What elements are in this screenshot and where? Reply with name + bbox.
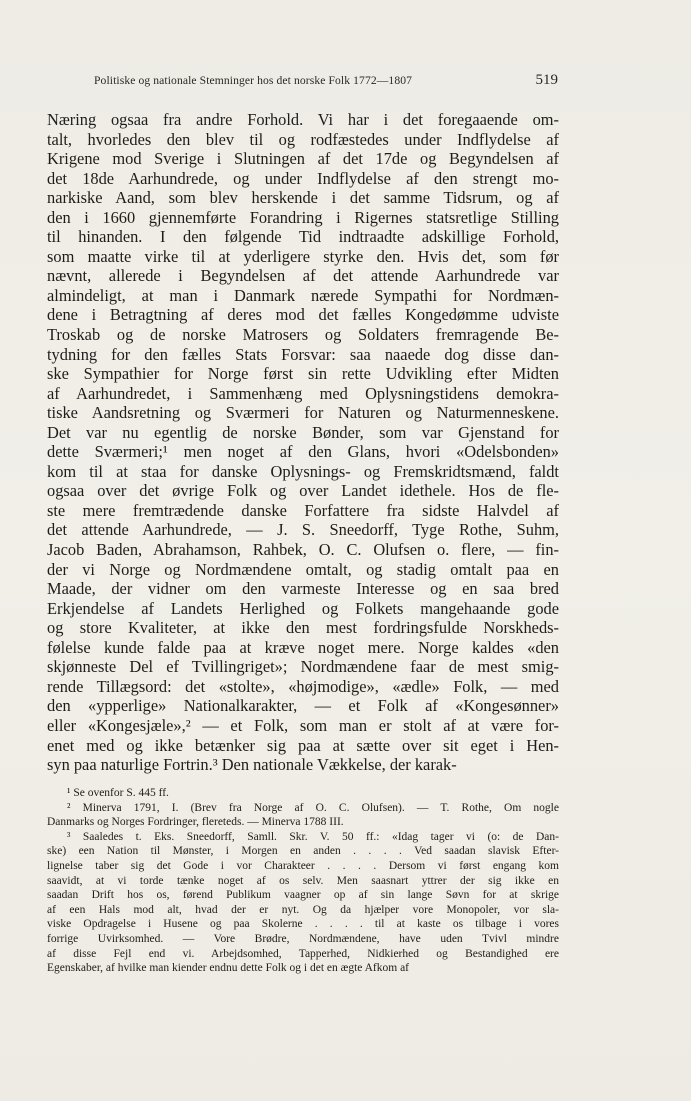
footnote-line: viske Opdragelse i Husene og paa Skolerne . . . . til at kaste os tilbage i vores: [47, 918, 559, 931]
body-line: syn paa naturlige Fortrin.³ Den nationale Vækkelse, der karak-: [47, 755, 457, 775]
footnote-line: af een Hals mod alt, hvad der er nyt. Og da hjælper vore Monopoler, vor sla-: [47, 903, 559, 916]
footnote-line: af disse Fejl end vi. Arbejdsomhed, Tapperhed, Nidkierhed og Bestandighed ere: [47, 947, 559, 960]
body-line: ste mere fremtrædende danske Forfattere fra sidste Halvdel af: [47, 500, 559, 520]
body-line: skjønneste Del ef Tvillingriget»; Nordmændene faar de mest smig-: [47, 657, 559, 677]
body-line: Næring ogsaa fra andre Forhold. Vi har i det foregaaende om-: [47, 110, 559, 129]
body-line: det attende Aarhundrede, — J. S. Sneedorff, Tyge Rothe, Suhm,: [47, 520, 559, 540]
body-line: eller «Kongesjæle»,² — et Folk, som man er stolt af at være for-: [47, 715, 559, 735]
body-line: Erkjendelse af Landets Herlighed og Folkets mangehaande gode: [47, 598, 559, 618]
body-line: som maatte virke til at yderligere styrke den. Hvis det, som før: [47, 246, 559, 266]
body-line: dene i Betragtning af deres mod det fælles Kongedømme udviste: [47, 305, 559, 325]
body-line: nævnt, allerede i Begyndelsen af det attende Aarhundrede var: [47, 266, 559, 286]
body-line: ogsaa over det øvrige Folk og over Landet idethele. Hos de fle-: [47, 481, 559, 501]
page-header: [94, 72, 558, 94]
body-line: Maade, der vidner om den varmeste Interesse og en saa bred: [47, 579, 559, 599]
footnote-line: Danmarks og Norges Fordringer, flereteds. — Minerva 1788 III.: [47, 816, 344, 829]
footnote-line: Egenskaber, af hvilke man kiender endnu dette Folk og i det en ægte Afkom af: [47, 962, 410, 975]
body-line: Jacob Baden, Abrahamson, Rahbek, O. C. Olufsen o. flere, — fin-: [47, 540, 559, 560]
body-line: dette Sværmeri;¹ men noget af den Glans, hvori «Odelsbonden»: [47, 442, 559, 462]
footnote-line: ske) een Nation til Mønster, i Morgen en anden . . . . Ved saadan slavisk Efter-: [47, 845, 559, 858]
body-line: Krigene mod Sverige i Slutningen af det 17de og Begyndelsen af: [47, 149, 559, 169]
body-line: af Aarhundredet, i Sammenhæng med Oplysningstidens demokra-: [47, 383, 559, 403]
footnote-line: forrige Uvirksomhed. — Vore Brødre, Nordmændene, have uden Tvivl mindre: [47, 932, 559, 945]
body-line: rende Tillægsord: det «stolte», «højmodige», «ædle» Folk, — med: [47, 676, 559, 696]
body-line: den i 1660 gjennemførte Forandring i Rigernes statsretlige Stilling: [47, 207, 559, 227]
body-line: Troskab og de norske Matrosers og Soldaters fremragende Be-: [47, 325, 559, 345]
body-line: der vi Norge og Nordmændene omtalt, og stadig omtalt paa en: [47, 559, 559, 579]
body-text: [47, 110, 559, 775]
footnote-line: saavidt, at vi torde tænke noget af os selv. Men saasnart yttrer der sig ikke en: [47, 874, 559, 887]
body-line: og store Kvaliteter, at ikke den mest fordringsfulde Norskheds-: [47, 618, 559, 638]
body-line: Det var nu egentlig de norske Bønder, som var Gjenstand for: [47, 422, 559, 442]
body-line: tydning for den fælles Stats Forsvar: saa naaede dog disse dan-: [47, 344, 559, 364]
body-line: til hinanden. I den følgende Tid indtraadte adskillige Forhold,: [47, 227, 559, 247]
page-number: 519: [535, 72, 558, 88]
body-line: tiske Aandsretning og Sværmeri for Naturen og Naturmenneskene.: [47, 403, 559, 423]
body-line: ske Sympathier for Norge først sin rette Udvikling efter Midten: [47, 364, 559, 384]
body-line: kom til at staa for danske Oplysnings- og Fremskridtsmænd, faldt: [47, 461, 559, 481]
body-line: det 18de Aarhundrede, og under Indflydelse af den strengt mo-: [47, 168, 559, 188]
footnote-line: ² Minerva 1791, I. (Brev fra Norge af O. C. Olufsen). — T. Rothe, Om nogle: [67, 801, 559, 814]
footnotes: [47, 786, 559, 976]
body-line: enet med og ikke betænker sig paa at sætte over sit eget i Hen-: [47, 735, 559, 755]
running-head: Politiske og nationale Stemninger hos det norske Folk 1772—1807: [94, 74, 413, 87]
footnote-line: saadan Drift hos os, førend Publikum vaagner op af sin lange Søvn for at skrige: [47, 889, 559, 902]
body-line: den «ypperlige» Nationalkarakter, — et Folk af «Kongesønner»: [47, 696, 559, 716]
body-line: talt, hvorledes den blev til og rodfæstedes under Indflydelse af: [47, 129, 559, 149]
body-line: almindeligt, at man i Danmark nærede Sympathi for Nordmæn-: [47, 285, 559, 305]
footnote-line: ¹ Se ovenfor S. 445 ff.: [67, 787, 169, 799]
footnote-line: lignelse taber sig det Gode i vor Charakteer . . . . Dersom vi først engang kom: [47, 859, 559, 872]
footnote-line: ³ Saaledes t. Eks. Sneedorff, Samll. Skr. V. 50 ff.: «Idag tager vi (o: de Dan-: [67, 830, 559, 843]
body-line: følelse kunde falde paa at kræve noget mere. Norge kaldes «den: [47, 637, 559, 657]
body-line: narkiske Aand, som blev herskende i det samme Tidsrum, og af: [47, 188, 559, 208]
